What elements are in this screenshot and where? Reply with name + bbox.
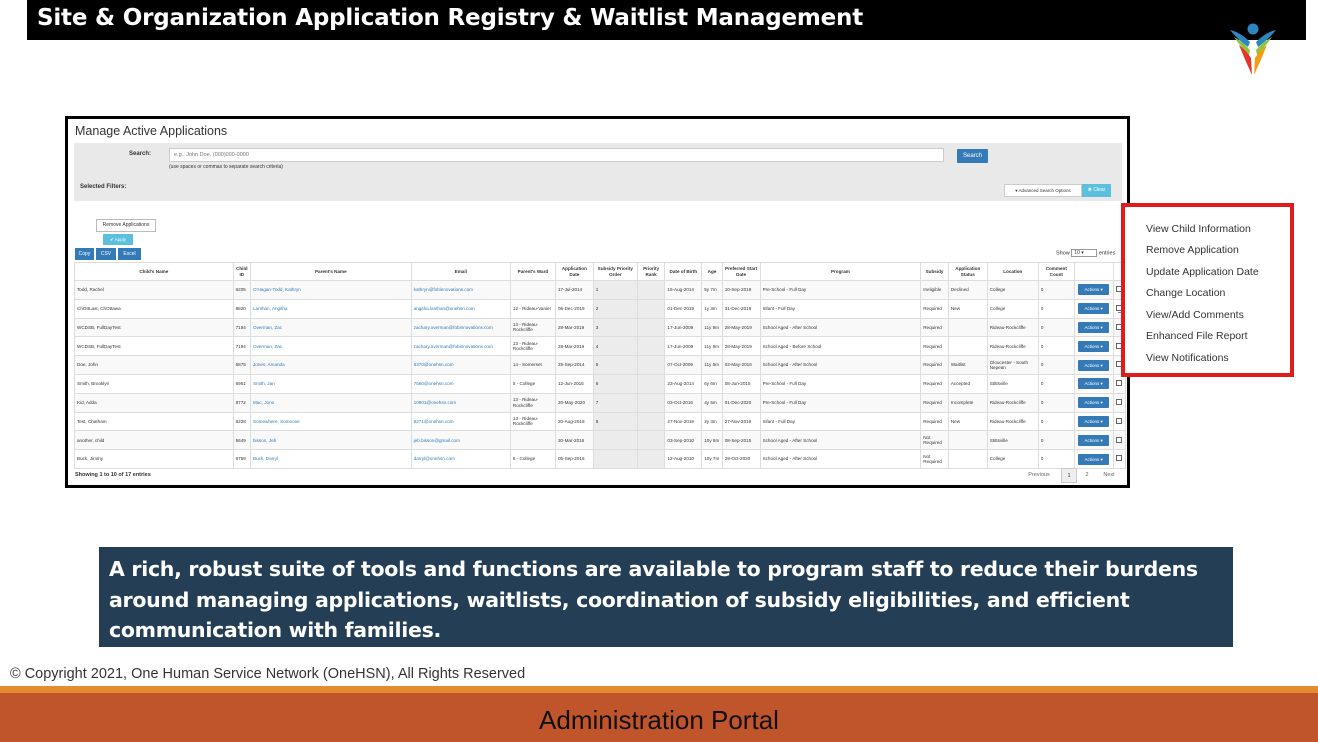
table-cell — [510, 431, 555, 450]
column-header[interactable]: Parent's Name — [251, 263, 412, 281]
table-cell: Gloucester - South Nepean — [987, 356, 1038, 375]
table-cell: New — [948, 412, 987, 431]
select-cell — [1113, 393, 1125, 412]
table-cell: 11y 9m — [702, 318, 722, 337]
table-cell: Required — [921, 412, 949, 431]
table-cell: Stittsville — [987, 374, 1038, 393]
pagination-previous[interactable]: Previous — [1028, 472, 1050, 478]
table-cell: 5 - College — [510, 450, 555, 469]
actions-cell — [1074, 393, 1113, 412]
showing-entries-text: Showing 1 to 10 of 17 entries — [75, 472, 151, 478]
table-cell: Todd, Rachel — [75, 281, 234, 300]
table-cell: Pre-School - Full Day — [760, 374, 921, 393]
column-header[interactable]: Application Status — [948, 263, 987, 281]
table-row — [75, 281, 1126, 300]
table-cell — [637, 318, 665, 337]
table-cell: ChOttLast, ChOttawa — [75, 299, 234, 318]
column-header[interactable]: Subsidy — [921, 263, 949, 281]
pagination-next[interactable]: Next — [1103, 472, 1115, 478]
table-cell: 08-Sep-2015 — [722, 431, 760, 450]
row-actions-button[interactable]: Actions ▾ — [1078, 454, 1109, 465]
column-header[interactable]: Parent's Ward — [510, 263, 555, 281]
table-cell: 11y 9m — [702, 337, 722, 356]
column-header[interactable]: Priority Rank — [637, 263, 665, 281]
table-cell[interactable]: Jones, Amanda — [251, 356, 412, 375]
table-cell: Stittsville — [987, 431, 1038, 450]
table-cell: 29-Oct-2020 — [722, 450, 760, 469]
column-header[interactable]: Application Date — [555, 263, 593, 281]
table-row — [75, 412, 1126, 431]
table-cell: Ineligible — [921, 281, 949, 300]
table-cell: 7194 — [233, 337, 250, 356]
table-cell — [637, 281, 665, 300]
row-actions-button[interactable]: Actions ▾ — [1078, 360, 1109, 371]
table-cell[interactable]: Somewhere, Someone — [251, 412, 412, 431]
actions-cell — [1074, 281, 1113, 300]
show-label: Show — [1056, 250, 1070, 257]
table-cell: College — [987, 299, 1038, 318]
panel-title: Manage Active Applications — [75, 124, 228, 138]
table-cell: 8820 — [233, 299, 250, 318]
table-cell — [637, 356, 665, 375]
table-cell: WCDSB, FullDayTest — [75, 318, 234, 337]
table-cell — [948, 337, 987, 356]
select-cell — [1113, 374, 1125, 393]
table-cell: 0 — [1038, 281, 1074, 300]
search-label: Search: — [129, 151, 152, 157]
row-checkbox[interactable] — [1116, 399, 1122, 405]
table-cell: 28-May-2019 — [722, 318, 760, 337]
table-cell: 03-May-2016 — [722, 356, 760, 375]
table-cell[interactable]: bisson, Jeb — [251, 431, 412, 450]
table-cell: Required — [921, 299, 949, 318]
table-cell: 03-Sep-2010 — [665, 431, 702, 450]
remove-applications-button[interactable]: Remove Applications — [96, 219, 156, 232]
table-cell: Not Required — [921, 450, 949, 469]
row-actions-button[interactable]: Actions ▾ — [1078, 322, 1109, 333]
table-cell[interactable]: 10901@onehsn.com — [411, 393, 510, 412]
table-cell: Waitlist — [948, 356, 987, 375]
table-cell[interactable]: 7560@onehsn.com — [411, 374, 510, 393]
footer-label: Administration Portal — [539, 705, 779, 735]
row-actions-button[interactable]: Actions ▾ — [1078, 416, 1109, 427]
table-row — [75, 431, 1126, 450]
table-cell: College — [987, 281, 1038, 300]
table-cell — [593, 450, 637, 469]
table-cell: Rideau-Rockcliffe — [987, 393, 1038, 412]
table-cell: 13 - Rideau-Rockcliffe — [510, 318, 555, 337]
table-cell: 27-Nov-2019 — [722, 412, 760, 431]
callout-box — [99, 547, 1233, 647]
table-cell: another, child — [75, 431, 234, 450]
table-cell: 17-Jul-2014 — [555, 281, 593, 300]
table-cell: 1 — [593, 281, 637, 300]
table-cell: Rideau-Rockcliffe — [987, 318, 1038, 337]
table-row — [75, 356, 1126, 375]
table-cell[interactable]: Smith, Jan — [251, 374, 412, 393]
table-cell: 23-Aug-2014 — [665, 374, 702, 393]
table-cell: 17-Jun-2009 — [665, 337, 702, 356]
page-title: Site & Organization Application Registry & Waitlist Management — [37, 5, 863, 31]
actions-cell — [1074, 318, 1113, 337]
table-cell: 8228 — [233, 412, 250, 431]
table-row — [75, 337, 1126, 356]
actions-dropdown-menu — [1121, 203, 1294, 377]
table-cell: 0 — [1038, 412, 1074, 431]
row-actions-button[interactable]: Actions ▾ — [1078, 341, 1109, 352]
table-cell: 20-May-2020 — [555, 393, 593, 412]
select-cell — [1113, 450, 1125, 469]
actions-cell — [1074, 337, 1113, 356]
table-cell — [637, 412, 665, 431]
table-cell: 6951 — [233, 374, 250, 393]
table-cell: Kid, Adda — [75, 393, 234, 412]
table-cell: 01-Dec-2020 — [722, 393, 760, 412]
menu-item-enhanced-file-report[interactable]: Enhanced File Report — [1146, 330, 1248, 342]
table-cell — [948, 318, 987, 337]
column-header[interactable]: Child's Name — [75, 263, 234, 281]
table-cell: New — [948, 299, 987, 318]
table-cell — [637, 337, 665, 356]
select-cell — [1113, 412, 1125, 431]
table-cell: Required — [921, 393, 949, 412]
table-row — [75, 374, 1126, 393]
table-cell: School Aged - After School — [760, 431, 921, 450]
actions-cell — [1074, 412, 1113, 431]
menu-item-view-child-information[interactable]: View Child Information — [1146, 223, 1251, 235]
table-cell — [593, 431, 637, 450]
table-cell[interactable]: O'Hagan-Todd, Kathryn — [251, 281, 412, 300]
applications-table — [74, 262, 1126, 469]
table-cell: 31-Dec-2019 — [722, 299, 760, 318]
menu-item-change-location[interactable]: Change Location — [1146, 287, 1226, 299]
select-cell — [1113, 431, 1125, 450]
table-cell: School Aged - After School — [760, 356, 921, 375]
table-cell: 5649 — [233, 431, 250, 450]
table-cell: 17-Jun-2009 — [665, 318, 702, 337]
table-cell[interactable]: Overman, Zac — [251, 318, 412, 337]
table-cell: Declined — [948, 281, 987, 300]
actions-cell — [1074, 450, 1113, 469]
table-cell — [510, 281, 555, 300]
table-cell: Required — [921, 374, 949, 393]
table-cell: Not Required — [921, 431, 949, 450]
table-cell: 0 — [1038, 374, 1074, 393]
table-cell: 5875 — [233, 356, 250, 375]
column-header[interactable]: Subsidy Priority Order — [593, 263, 637, 281]
table-header-row — [75, 263, 1126, 281]
actions-cell — [1074, 356, 1113, 375]
table-cell: 7194 — [233, 318, 250, 337]
table-cell: 13 - Rideau-Rockcliffe — [510, 393, 555, 412]
excel-button[interactable]: Excel — [118, 248, 141, 260]
table-cell: 8772 — [233, 393, 250, 412]
column-header[interactable]: Date of Birth — [665, 263, 702, 281]
table-cell: 5 — [593, 356, 637, 375]
table-cell: 0 — [1038, 393, 1074, 412]
table-cell: 6759 — [233, 450, 250, 469]
table-cell: 20-Aug-2018 — [555, 412, 593, 431]
menu-item-update-application-date[interactable]: Update Application Date — [1146, 266, 1259, 278]
row-checkbox[interactable] — [1116, 380, 1122, 386]
table-cell: Smith, Brooklyn — [75, 374, 234, 393]
table-cell: Required — [921, 337, 949, 356]
search-hint: (use spaces or commas to separate search criteria) — [169, 164, 283, 170]
table-cell: 12-Jun-2015 — [555, 374, 593, 393]
table-cell: 4 — [593, 337, 637, 356]
manage-applications-panel — [65, 116, 1130, 488]
table-cell: 12 - Rideau-Vanier — [510, 299, 555, 318]
table-cell: 8 — [593, 412, 637, 431]
table-cell: Pre-School - Full Day — [760, 393, 921, 412]
table-cell: 28-Mar-2019 — [555, 337, 593, 356]
table-cell — [637, 374, 665, 393]
row-actions-button[interactable]: Actions ▾ — [1078, 303, 1109, 314]
table-cell: 1y 3m — [702, 299, 722, 318]
table-cell: School Aged - Before School — [760, 337, 921, 356]
table-cell: 08-Jun-2015 — [722, 374, 760, 393]
menu-item-remove-application[interactable]: Remove Application — [1146, 244, 1239, 256]
copyright-text: © Copyright 2021, One Human Service Network (OneHSN), All Rights Reserved — [10, 666, 526, 682]
actions-cell — [1074, 299, 1113, 318]
table-cell[interactable]: Mac, Jono — [251, 393, 412, 412]
table-cell: 27-Nov-2018 — [665, 412, 702, 431]
column-header[interactable]: Child ID — [233, 263, 250, 281]
table-cell: Required — [921, 318, 949, 337]
copy-button[interactable]: Copy — [75, 248, 94, 260]
table-cell: 6y 6m — [702, 374, 722, 393]
menu-item-view-notifications[interactable]: View Notifications — [1146, 352, 1229, 364]
row-actions-button[interactable]: Actions ▾ — [1078, 284, 1109, 295]
table-cell: 10y 6m — [702, 431, 722, 450]
table-cell — [948, 431, 987, 450]
column-header[interactable]: Program — [760, 263, 921, 281]
column-header[interactable] — [1074, 263, 1113, 281]
table-cell: 30-Mar-2016 — [555, 431, 593, 450]
table-cell — [948, 450, 987, 469]
table-cell: 0 — [1038, 356, 1074, 375]
table-cell: Buck, Jimmy — [75, 450, 234, 469]
table-cell: Accepted — [948, 374, 987, 393]
table-cell: 15-Aug-2014 — [665, 281, 702, 300]
table-cell: 25-Sep-2014 — [555, 356, 593, 375]
table-cell: 28-Mar-2019 — [555, 318, 593, 337]
table-cell: 0 — [1038, 318, 1074, 337]
table-cell: 0 — [1038, 450, 1074, 469]
table-cell: School Aged - After School — [760, 450, 921, 469]
table-row — [75, 393, 1126, 412]
table-cell: 07-Oct-2009 — [665, 356, 702, 375]
column-header[interactable]: Preferred Start Date — [722, 263, 760, 281]
table-cell: WCDSB, FullDayTest — [75, 337, 234, 356]
column-header[interactable]: Location — [987, 263, 1038, 281]
search-button[interactable]: Search — [957, 149, 988, 163]
table-cell: 3 — [593, 318, 637, 337]
table-cell — [637, 299, 665, 318]
table-cell — [637, 431, 665, 450]
table-cell[interactable]: zachary.overman@fobinnovations.com — [411, 318, 510, 337]
search-input[interactable] — [169, 148, 944, 162]
table-cell[interactable]: Buck, Darryl — [251, 450, 412, 469]
table-cell[interactable]: 9271@onehsn.com — [411, 412, 510, 431]
table-cell: 03-Oct-2016 — [665, 393, 702, 412]
table-cell: 28-May-2019 — [722, 337, 760, 356]
table-cell: 06-Dec-2019 — [555, 299, 593, 318]
actions-cell — [1074, 374, 1113, 393]
footer-bar — [0, 686, 1318, 742]
table-cell: Infant - Full Day — [760, 412, 921, 431]
csv-button[interactable]: CSV — [96, 248, 116, 260]
menu-item-view-add-comments[interactable]: View/Add Comments — [1146, 309, 1244, 321]
table-row — [75, 318, 1126, 337]
table-cell[interactable]: jeb.bisson@gmail.com — [411, 431, 510, 450]
table-cell[interactable]: Overman, Zac — [251, 337, 412, 356]
row-actions-button[interactable]: Actions ▾ — [1078, 397, 1109, 408]
pagination-page-1[interactable]: 1 — [1061, 468, 1077, 483]
column-header[interactable]: Age — [702, 263, 722, 281]
column-header[interactable]: Comment Count — [1038, 263, 1074, 281]
table-cell: 0 — [1038, 299, 1074, 318]
apply-button[interactable]: ✔ Apply — [103, 234, 133, 245]
table-cell[interactable]: angitha.lanthan@onehsn.com — [411, 299, 510, 318]
table-cell: 0 — [1038, 337, 1074, 356]
table-cell — [637, 393, 665, 412]
table-cell: 7 — [593, 393, 637, 412]
table-cell[interactable]: zachary.overman@fobinnovations.com — [411, 337, 510, 356]
show-entries-control — [1056, 249, 1115, 257]
selected-filters-label: Selected Filters: — [80, 184, 127, 190]
table-cell: School Aged - After School — [760, 318, 921, 337]
table-cell: Pre-School - Full Day — [760, 281, 921, 300]
table-cell — [637, 450, 665, 469]
onehsn-logo-icon — [1226, 20, 1280, 78]
advanced-search-button[interactable]: ▾ Advanced Search Options — [1004, 184, 1082, 197]
clear-button[interactable]: ✖ Clear — [1082, 184, 1111, 197]
table-cell: 10y 7m — [702, 450, 722, 469]
table-cell: 14 - Somerset — [510, 356, 555, 375]
table-cell: 5 - College — [510, 374, 555, 393]
row-actions-button[interactable]: Actions ▾ — [1078, 435, 1109, 446]
row-actions-button[interactable]: Actions ▾ — [1078, 378, 1109, 389]
search-panel — [74, 143, 1122, 201]
table-cell: Rideau-Rockcliffe — [987, 337, 1038, 356]
table-cell: 01-Dec-2019 — [665, 299, 702, 318]
table-cell[interactable]: kathryn@fobinnovations.com — [411, 281, 510, 300]
entries-select[interactable]: 10 ▾ — [1071, 249, 1097, 257]
table-cell: 11y 5m — [702, 356, 722, 375]
table-cell: 5y 7m — [702, 281, 722, 300]
table-cell: Doe, John — [75, 356, 234, 375]
table-cell: Required — [921, 356, 949, 375]
table-cell: Incomplete — [948, 393, 987, 412]
table-cell[interactable]: 6370@onehsn.com — [411, 356, 510, 375]
entries-select-value: 10 — [1074, 250, 1080, 256]
table-cell: 2 — [593, 299, 637, 318]
table-cell: 6 — [593, 374, 637, 393]
table-cell: 12-Aug-2010 — [665, 450, 702, 469]
table-cell: 10-Sep-2019 — [722, 281, 760, 300]
entries-label: entries — [1098, 250, 1116, 257]
title-bar — [27, 0, 1306, 40]
table-cell: 13 - Rideau-Rockcliffe — [510, 337, 555, 356]
table-cell: 05-Sep-2016 — [555, 450, 593, 469]
table-cell: 6205 — [233, 281, 250, 300]
row-checkbox[interactable] — [1116, 455, 1122, 461]
pagination-page-2[interactable]: 2 — [1085, 472, 1089, 478]
table-cell: 13 - Rideau-Rockcliffe — [510, 412, 555, 431]
table-cell: Rideau-Rockcliffe — [987, 412, 1038, 431]
table-cell: 0 — [1038, 431, 1074, 450]
row-checkbox[interactable] — [1116, 437, 1122, 443]
table-cell[interactable]: Lanthan, Angitha — [251, 299, 412, 318]
table-cell: 2y 3m — [702, 412, 722, 431]
table-cell[interactable]: darryl@onehsn.com — [411, 450, 510, 469]
row-checkbox[interactable] — [1116, 418, 1122, 424]
table-row — [75, 450, 1126, 469]
actions-cell — [1074, 431, 1113, 450]
table-cell: College — [987, 450, 1038, 469]
table-row — [75, 299, 1126, 318]
table-cell: Infant - Full Day — [760, 299, 921, 318]
table-cell: 4y 5m — [702, 393, 722, 412]
column-header[interactable]: Email — [411, 263, 510, 281]
table-cell: Test, Chatham — [75, 412, 234, 431]
callout-text: A rich, robust suite of tools and functions are available to program staff to reduce their burdens around managing applications, waitlists, coordination of subsidy eligibilities, and efficient communication with families. — [109, 557, 1198, 642]
